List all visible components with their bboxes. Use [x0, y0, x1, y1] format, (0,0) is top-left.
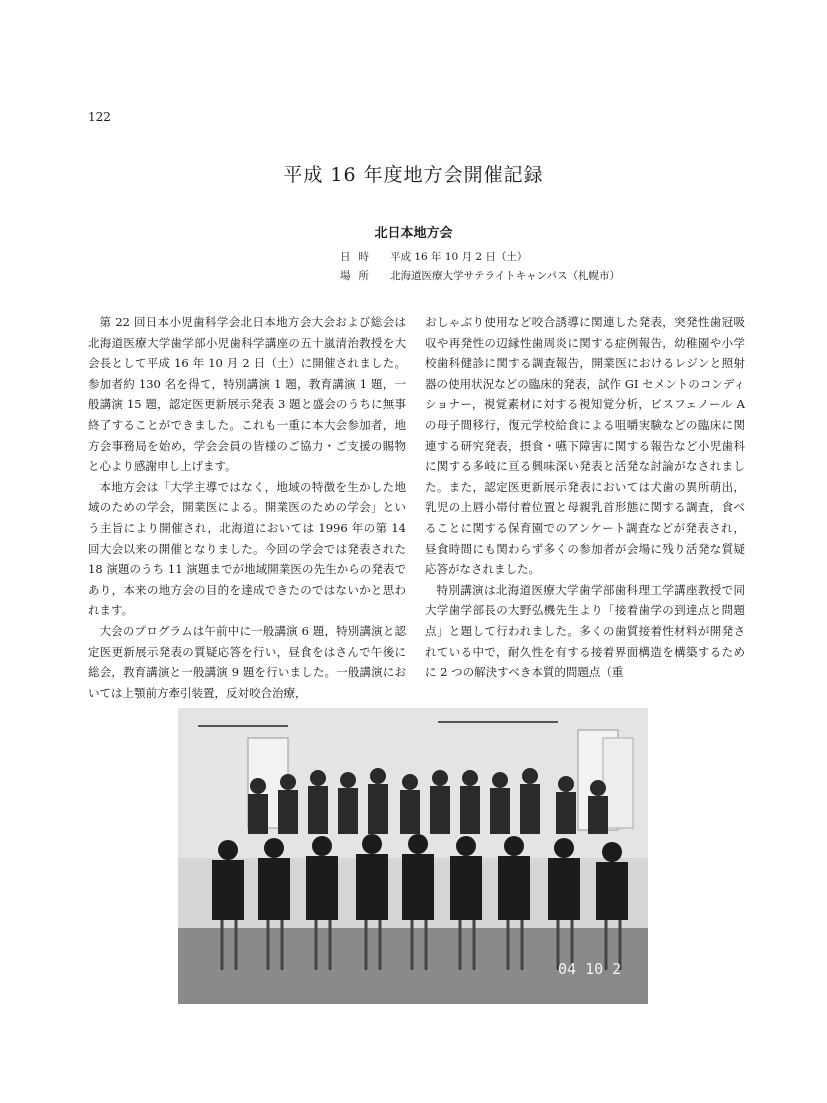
meta-venue-label: 場所: [340, 270, 377, 282]
paragraph-continued: おしゃぶり使用など咬合誘導に関連した発表，突発性歯冠吸収や再発性の辺縁性歯周炎に関する症例報告，幼稚園や小学校歯科健診に関する調査報告，開業医におけるレジンと照射器の使用状況などの臨床的発表，試作 GI セメントのコンディショナー，視覚素材に対する視知覚分析，ビスフェノール A の母子間移行，復元学校給食による咀嚼実験などの臨床に関連する研究発表，摂食・嚥下障害に関する報告など小児歯科に関する多岐に亘る興味深い発表と活発な討論がなされました。また，認定医更新展示発表においては犬歯の異所萌出，乳児の上唇小帯付着位置と母親乳首形態に関する調査，食べることに関する保育園でのアンケート調査などが発表され，昼食時間にも関わらず多くの参加者が会場に残り活発な質疑応答がなされました。: [425, 315, 745, 577]
page-number: 122: [88, 110, 111, 124]
body-column-left: [88, 312, 406, 703]
page-title: 平成 16 年度地方会開催記録: [283, 164, 544, 186]
society-name: 北日本地方会: [374, 226, 453, 241]
paragraph: 本地方会は「大学主導ではなく，地域の特徴を生かした地域のための学会，開業医による。開業医のための学会」という主旨により開催され，北海道においては 1996 年の第 14 回大会以来の開催となりました。今回の学会では発表された 18 演題のうち 11 演題までが地域開業医の先生からの発表であり，本来の地方会の目的を達成できたのではないかと思われます。: [88, 479, 406, 618]
meta-venue-value: 北海道医療大学サテライトキャンパス（札幌市）: [390, 270, 620, 282]
group-photo: [178, 708, 648, 1004]
meta-venue-row: [340, 267, 620, 286]
paragraph: 特別講演は北海道医療大学歯学部歯科理工学講座教授で同大学歯学部長の大野弘機先生より「接着歯学の到達点と問題点」と題して行われました。多くの歯質接着性材料が開発されている中で，耐久性を有する接着界面構造を構築するために 2 つの解決すべき本質的問題点（重: [425, 582, 745, 680]
meta-date-value: 平成 16 年 10 月 2 日（土）: [390, 251, 528, 263]
meta-date-row: [340, 248, 620, 267]
paragraph: 第 22 回日本小児歯科学会北日本地方会大会および総会は北海道医療大学歯学部小児歯科学講座の五十嵐清治教授を大会長として平成 16 年 10 月 2 日（土）に開催されました。参加者約 130 名を得て，特別講演 1 題，教育講演 1 題，一般講演 15 題，認定医更新展示発表 3 題と盛会のうちに無事終了することができました。これも一重に本大会参加者，地方会事務局を始め，学会会員の皆様のご協力・ご支援の賜物と心より感謝申し上げます。: [88, 315, 406, 474]
body-column-right: [425, 312, 745, 683]
paragraph: 大会のプログラムは午前中に一般講演 6 題，特別講演と認定医更新展示発表の質疑応答を行い，昼食をはさんで午後に総会，教育講演と一般講演 9 題を行いました。一般講演においては上顎前方牽引装置，反対咬合治療，: [88, 623, 406, 700]
group-photo-image: [178, 708, 648, 1004]
photo-timestamp: 04 10 2: [558, 960, 622, 978]
event-meta: [340, 248, 620, 286]
meta-date-label: 日時: [340, 251, 377, 263]
